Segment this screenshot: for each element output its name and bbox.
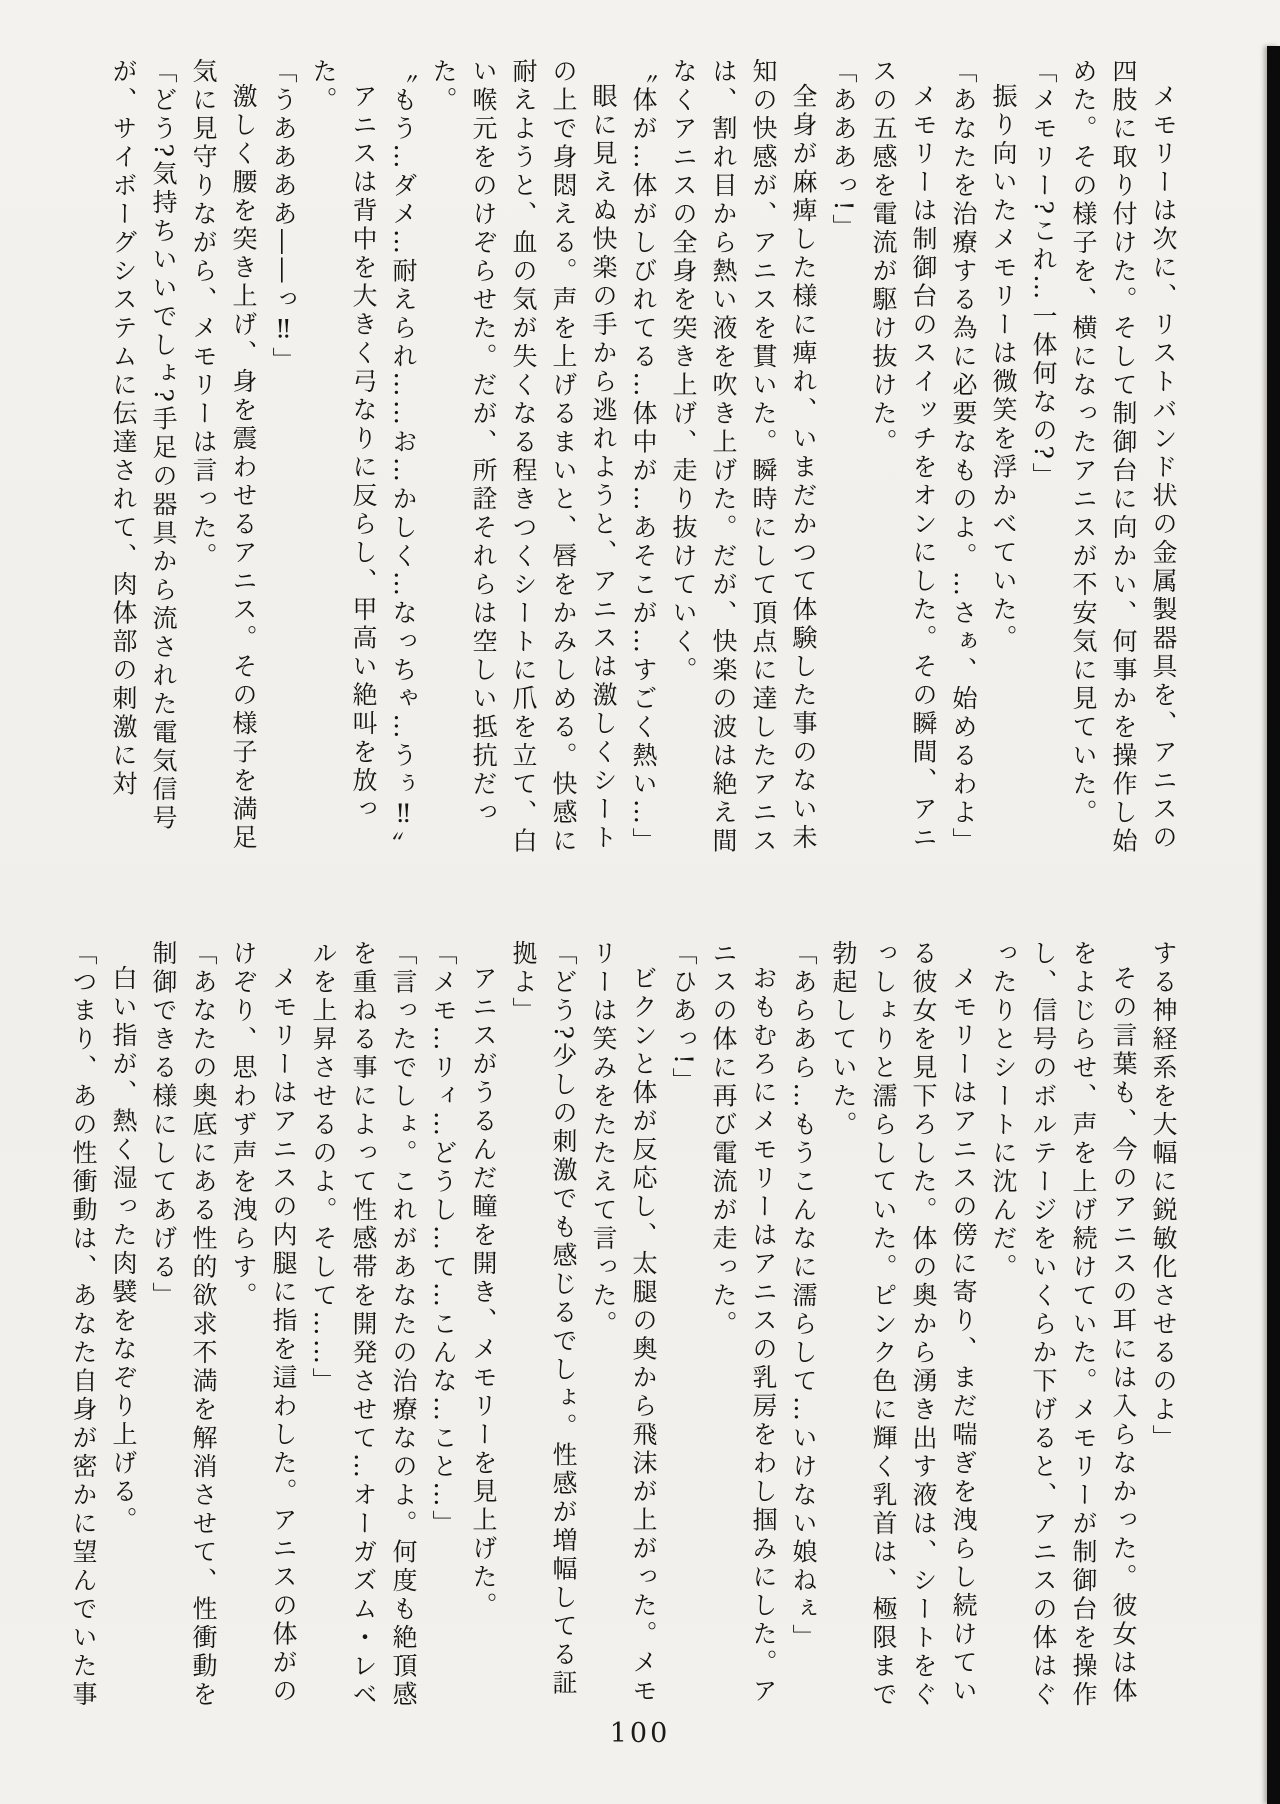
paragraph: する神経系を大幅に鋭敏化させるのよ」 bbox=[1149, 940, 1178, 1453]
paragraph: アニスがうるんだ瞳を開き、メモリーを見上げた。 bbox=[469, 965, 498, 1621]
paragraph: 「あああっ!」 bbox=[829, 58, 858, 243]
page-number: 100 bbox=[609, 1718, 671, 1749]
text-block-bottom bbox=[63, 940, 1183, 1724]
paragraph: おもむろにメモリーはアニスの乳房をわし掴みにした。アニスの体に再び電流が走った。 bbox=[709, 940, 778, 1706]
paragraph: 「あらあら…もうこんなに濡らして…いけない娘ねぇ」 bbox=[789, 940, 818, 1653]
text-block-top bbox=[103, 58, 1183, 860]
paragraph: 「メモ…リィ…どうし…て…こんな…こと…」 bbox=[429, 940, 458, 1539]
scan-edge-strip bbox=[1267, 46, 1280, 1804]
paragraph: 「つまり、あの性衝動は、あなた自身が密かに望んでいた事 bbox=[69, 940, 98, 1710]
paragraph: 「うああああ――っ‼」 bbox=[269, 58, 298, 376]
paragraph: アニスは背中を大きく弓なりに反らし、甲高い絶叫を放った。 bbox=[309, 58, 378, 824]
paragraph: 「どう?気持ちいいでしょ?手足の器具から流された電気信号が、サイボーグシステムに伝達されて、肉体部の刺激に対 bbox=[109, 58, 178, 833]
paragraph: 〝もう…ダメ…耐えられ……お…かしく…なっちゃ…うぅ‼〟 bbox=[389, 58, 418, 860]
paragraph: 「言ったでしょ。これがあなたの治療なのよ。何度も絶頂感を重ねる事によって性感帯を開発させて…オーガズム・レベルを上昇させるのよ。そして……」 bbox=[309, 940, 418, 1710]
paragraph: 眼に見えぬ快楽の手から逃れようと、アニスは激しくシートの上で身悶える。声を上げるまいと、唇をかみしめる。快感に耐えようと、血の気が失くなる程きつくシートに爪を立て、白い喉元をのけぞらせた。だが、所詮それらは空しい抵抗だった。 bbox=[429, 58, 618, 856]
paragraph: 激しく腰を突き上げ、身を震わせるアニス。その様子を満足気に見守りながら、メモリーは言った。 bbox=[189, 58, 258, 853]
paragraph: 「どう?少しの刺激でも感じるでしょ。性感が増幅してる証拠よ」 bbox=[509, 940, 578, 1698]
paragraph: 「あなたの奥底にある性的欲求不満を解消させて、性衝動を制御できる様にしてあげる」 bbox=[149, 940, 218, 1710]
paragraph: メモリーは次に、リストバンド状の金属製器具を、アニスの四肢に取り付けた。そして制御台に向かい、何事かを操作し始めた。その様子を、横になったアニスが不安気に見ていた。 bbox=[1069, 58, 1178, 856]
paragraph: 「あなたを治療する為に必要なものよ。…さぁ、始めるわよ」 bbox=[949, 58, 978, 856]
paragraph: メモリーはアニスの傍に寄り、まだ喘ぎを洩らし続けている彼女を見下ろした。体の奥から湧き出す液は、シートをぐっしょりと濡らしていた。ピンク色に輝く乳首は、極限まで勃起していた。 bbox=[829, 940, 978, 1710]
paragraph: 〝体が…体がしびれてる…体中が…あそこが…すごく熱い…」 bbox=[629, 58, 658, 856]
paragraph: 全身が麻痺した様に痺れ、いまだかつて体験した事のない未知の快感が、アニスを貫いた。瞬時にして頂点に達したアニスは、割れ目から熱い液を吹き上げた。だが、快楽の波は絶え間なくアニスの全身を突き上げ、走り抜けていく。 bbox=[669, 58, 818, 856]
paragraph: 白い指が、熱く湿った肉襞をなぞり上げる。 bbox=[109, 965, 138, 1535]
paragraph: 「ひあっ!」 bbox=[669, 940, 698, 1097]
paragraph: ビクンと体が反応し、太腿の奥から飛沫が上がった。メモリーは笑みをたたえて言った。 bbox=[589, 940, 658, 1706]
paragraph: メモリーはアニスの内腿に指を這わした。アニスの体がのけぞり、思わず声を洩らす。 bbox=[229, 940, 298, 1706]
paragraph: その言葉も、今のアニスの耳には入らなかった。彼女は体をよじらせ、声を上げ続けていた。メモリーが制御台を操作し、信号のボルテージをいくらか下げると、アニスの体はぐったりとシートに沈んだ。 bbox=[989, 940, 1138, 1710]
paragraph: 「メモリー?これ…一体何なの?」 bbox=[1029, 58, 1058, 491]
paragraph: 振り向いたメモリーは微笑を浮かべていた。 bbox=[989, 83, 1018, 653]
paragraph: メモリーは制御台のスイッチをオンにした。その瞬間、アニスの五感を電流が駆け抜けた。 bbox=[869, 58, 938, 853]
